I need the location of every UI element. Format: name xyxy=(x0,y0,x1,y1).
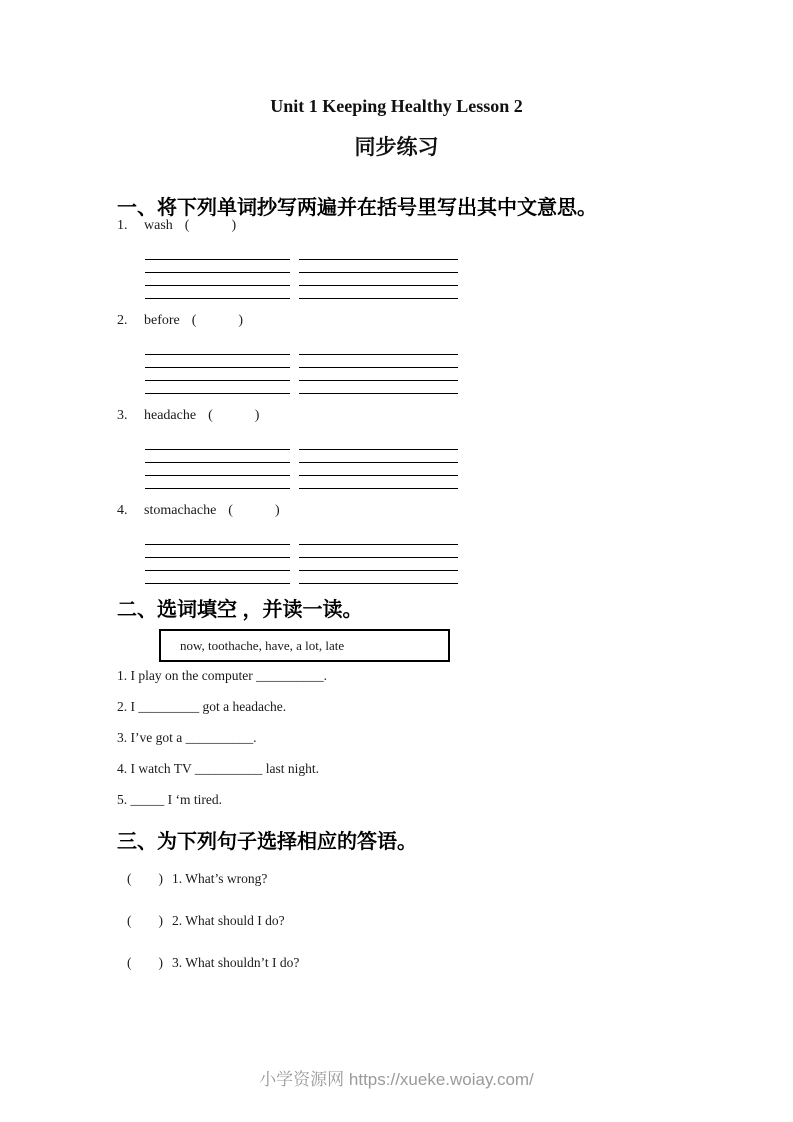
copy-line xyxy=(145,260,290,273)
word-label xyxy=(117,314,793,328)
section-three-heading: 三、为下列句子选择相应的答语。 xyxy=(117,831,417,853)
meaning-brackets: ( ) xyxy=(184,218,237,233)
copy-line xyxy=(145,532,290,545)
meaning-brackets: ( ) xyxy=(208,408,260,423)
copy-line xyxy=(145,558,290,571)
word-bank-box xyxy=(159,629,450,662)
copy-line xyxy=(145,273,290,286)
copy-line xyxy=(299,450,458,463)
copy-line xyxy=(145,286,290,299)
copy-lines xyxy=(145,247,458,299)
copy-line xyxy=(299,342,458,355)
word-label xyxy=(117,409,793,423)
fill-blank-sentence: 5. _____ I ‘m tired. xyxy=(117,792,222,807)
copy-line xyxy=(145,545,290,558)
qa-question: 1. What’s wrong? xyxy=(172,871,268,886)
word-item-wash xyxy=(117,219,793,299)
copy-line xyxy=(145,463,290,476)
footer-text: 小学资源网 https://xueke.woiay.com/ xyxy=(259,1070,534,1089)
fill-blank-sentence: 3. I’ve got a __________. xyxy=(117,730,257,745)
word-label xyxy=(117,219,793,233)
copy-line xyxy=(145,437,290,450)
copy-line xyxy=(145,571,290,584)
copy-line xyxy=(299,247,458,260)
copy-lines xyxy=(145,532,458,584)
copy-line xyxy=(145,247,290,260)
copy-line xyxy=(299,545,458,558)
word-item-headache xyxy=(117,409,793,489)
copy-line xyxy=(299,558,458,571)
page-subtitle: 同步练习 xyxy=(354,136,439,159)
qa-item xyxy=(127,872,793,886)
copy-line xyxy=(145,476,290,489)
copy-line xyxy=(299,463,458,476)
copy-line xyxy=(299,437,458,450)
word-bank-words: now, toothache, have, a lot, late xyxy=(180,637,345,653)
copy-line xyxy=(299,571,458,584)
item-number: 3. xyxy=(117,408,128,423)
copy-line xyxy=(145,381,290,394)
item-word: stomachache xyxy=(144,503,217,518)
item-word: wash xyxy=(144,218,173,233)
item-number: 2. xyxy=(117,313,128,328)
answer-brackets: ( ) xyxy=(127,871,163,886)
item-word: before xyxy=(144,313,180,328)
footer xyxy=(0,1070,793,1090)
meaning-brackets: ( ) xyxy=(191,313,244,328)
fill-blank-sentence: 2. I _________ got a headache. xyxy=(117,699,287,714)
copy-line xyxy=(299,273,458,286)
qa-item xyxy=(127,914,793,928)
copy-line xyxy=(145,342,290,355)
copy-line xyxy=(299,368,458,381)
section-one-heading: 一、将下列单词抄写两遍并在括号里写出其中文意思。 xyxy=(117,197,597,219)
answer-brackets: ( ) xyxy=(127,955,163,970)
fill-blank-sentence: 4. I watch TV __________ last night. xyxy=(117,761,319,776)
qa-question: 2. What should I do? xyxy=(172,913,285,928)
word-item-before xyxy=(117,314,793,394)
copy-line xyxy=(299,532,458,545)
copy-line xyxy=(299,286,458,299)
page-title: Unit 1 Keeping Healthy Lesson 2 xyxy=(270,96,523,116)
answer-brackets: ( ) xyxy=(127,913,163,928)
section-two-heading: 二、选词填空 ，并读一读。 xyxy=(117,599,363,621)
copy-line xyxy=(145,368,290,381)
copy-line xyxy=(145,355,290,368)
item-number: 1. xyxy=(117,218,128,233)
copy-line xyxy=(299,381,458,394)
copy-line xyxy=(299,260,458,273)
copy-line xyxy=(145,450,290,463)
qa-item xyxy=(127,956,793,970)
copy-lines xyxy=(145,437,458,489)
meaning-brackets: ( ) xyxy=(228,503,280,518)
copy-line xyxy=(299,476,458,489)
word-item-stomachache xyxy=(117,504,793,584)
item-word: headache xyxy=(144,408,197,423)
qa-question: 3. What shouldn’t I do? xyxy=(172,955,300,970)
item-number: 4. xyxy=(117,503,128,518)
word-label xyxy=(117,504,793,518)
fill-blank-sentence: 1. I play on the computer __________. xyxy=(117,668,327,683)
copy-lines xyxy=(145,342,458,394)
copy-line xyxy=(299,355,458,368)
